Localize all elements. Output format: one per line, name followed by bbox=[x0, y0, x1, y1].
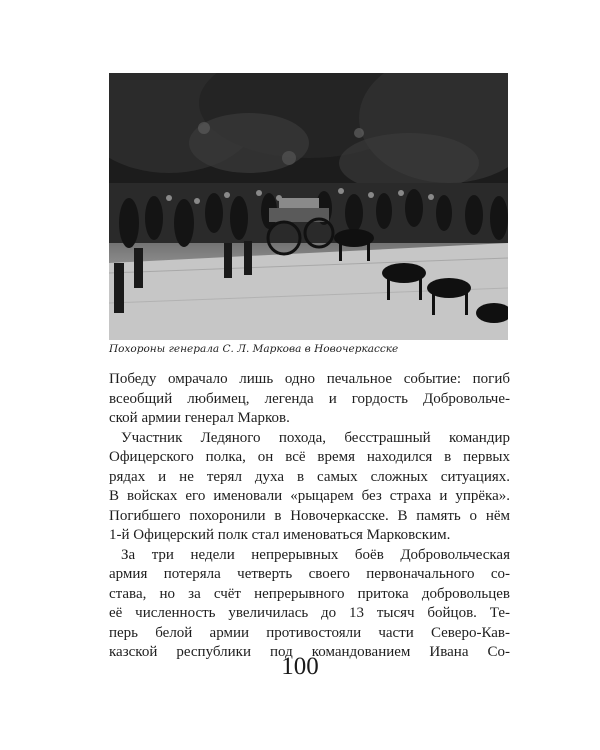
page-number: 100 bbox=[281, 653, 319, 680]
text-line: 1-й Офицерский полк стал именоваться Марковским. bbox=[109, 527, 451, 543]
text-line: Победу омрачало лишь одно печальное событие: погиб bbox=[109, 371, 510, 387]
text-line: Участник Ледяного похода, бесстрашный командир bbox=[121, 429, 510, 446]
funeral-photo bbox=[109, 73, 508, 340]
text-line: ской армии генерал Марков. bbox=[109, 410, 290, 426]
body-text bbox=[109, 370, 510, 663]
text-line: става, но за счёт непрерывного притока добровольцев bbox=[109, 585, 510, 602]
paragraph-1 bbox=[109, 370, 510, 429]
text-line: всеобщий любимец, легенда и гордость Добровольче- bbox=[109, 390, 510, 407]
text-line: её численность увеличилась до 13 тысяч бойцов. Те- bbox=[109, 605, 510, 621]
text-line: Офицерского полка, он всё время находился в первых bbox=[109, 449, 510, 465]
text-line: казской республики под командованием Ивана Со- bbox=[109, 644, 510, 660]
text-line: Погибшего похоронили в Новочеркасске. В память о нём bbox=[109, 507, 510, 524]
paragraph-3 bbox=[109, 546, 510, 663]
text-line: армия потеряла четверть своего первоначального со- bbox=[109, 566, 510, 582]
text-line: перь белой армии противостояли части Северо-Кав- bbox=[109, 624, 510, 641]
paragraph-2 bbox=[109, 429, 510, 546]
photo-caption: Похороны генерала С. Л. Маркова в Новочеркасске bbox=[109, 343, 399, 355]
text-line: За три недели непрерывных боёв Добровольческая bbox=[121, 546, 510, 563]
text-line: рядах и не терял духа в самых сложных ситуациях. bbox=[109, 468, 510, 485]
text-line: В войсках его именовали «рыцарем без страха и упрёка». bbox=[109, 488, 510, 504]
